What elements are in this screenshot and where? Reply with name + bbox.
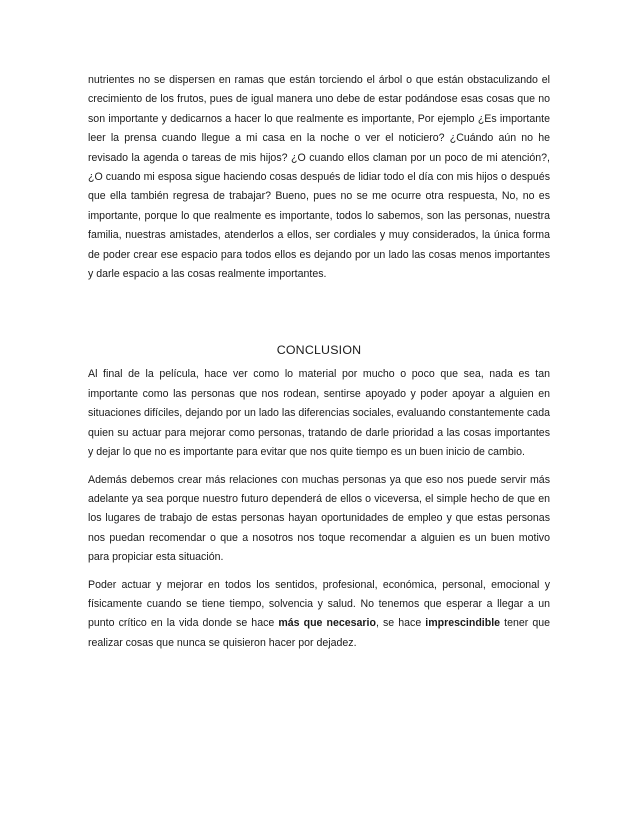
conclusion-paragraph-3 (88, 576, 550, 654)
document-content (88, 71, 550, 661)
bold-phrase-mas-que-necesario: más que necesario (278, 617, 376, 630)
conclusion-paragraph-2: Además debemos crear más relaciones con muchas personas ya que eso nos puede servir más adelante ya sea porque nuestro futuro dependerá de ellos o viceversa, el simple hecho de que en los lugares de trabajo de estas personas hayan oportunidades de empleo y que estas personas nos puedan recomendar o que a nosotros nos toque recomendar a alguien es un buen motivo para propiciar esta situación. (88, 473, 550, 564)
paragraph-3-text-part-1: Poder actuar y mejorar en todos los sentidos, profesional, económica, personal, emocional y físicamente cuando se tiene tiempo, solvencia y salud. No tenemos que esperar a llegar a un punto crítico en la vida donde se hace (88, 578, 550, 630)
conclusion-heading: CONCLUSION (276, 343, 362, 358)
paragraph-3-text-part-3: tener que realizar cosas que nunca se quisieron hacer por dejadez. (88, 617, 551, 649)
bold-word-imprescindible: imprescindible (425, 617, 501, 630)
intro-paragraph: nutrientes no se dispersen en ramas que están torciendo el árbol o que están obstaculizando el crecimiento de los frutos, pues de igual manera uno debe de estar podándose esas cosas que no son importante y dedicarnos a hacer lo que realmente es importante, Por ejemplo ¿Es importante leer la prensa cuando llegue a mi casa en la noche o ver el noticiero? ¿Cuándo aún no he revisado la agenda o tareas de mis hijos? ¿O cuando ellos claman por un poco de mi atención?, ¿O cuando mi esposa sigue haciendo cosas después de lidiar todo el día con mis hijos o después que ella también regresa de trabajar? Bueno, pues no se me ocurre otra respuesta, No, no es importante, porque lo que realmente es importante, todos lo sabemos, son las personas, nuestra familia, nuestras amistades, atenderlos a ellos, ser cordiales y muy considerados, la única forma de poder crear ese espacio para todos ellos es dejando por un lado las cosas menos importantes y darle espacio a las cosas realmente importantes. (88, 74, 550, 281)
conclusion-paragraph-1: Al final de la película, hace ver como lo material por mucho o poco que sea, nada es tan importante como las personas que nos rodean, sentirse apoyado y poder apoyar a alguien en situaciones difíciles, dejando por un lado las diferencias sociales, evaluando constantemente cada quien su actuar para mejorar como personas, tratando de darle prioridad a las cosas importantes y dejar lo que no es importante para evitar que nos quite tiempo es un buen inicio de cambio. (88, 368, 550, 459)
paragraph-3-text-part-2: , se hace (375, 617, 426, 630)
